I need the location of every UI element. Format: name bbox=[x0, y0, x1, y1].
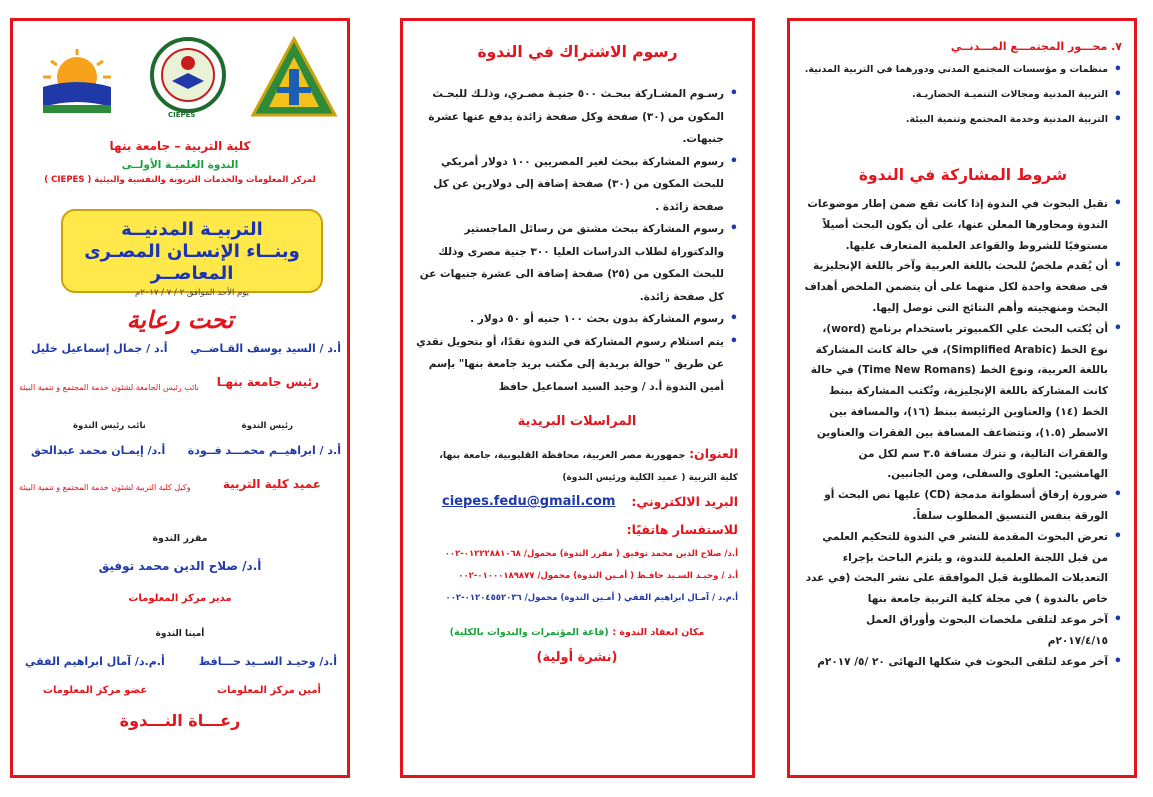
rapporteur-label: مقرر الندوة bbox=[152, 533, 208, 544]
contact-row: أ.م.د / آمـال ابراهيم الفقي ( أمـين الندوة) محمول/ ٠١٢٠٤٥٥٢٠٣٦-٠٠٢ bbox=[445, 593, 738, 603]
sunrise-book-logo-icon bbox=[37, 47, 115, 117]
fee-item: • رسـوم المشـاركة ببحـث ٥٠٠ جنيـة مصـري، وذلـك للبحـث المكون من (٣٠) صفحة وكل صفحة زائدة يدفع عنها عشرة جنيهات. bbox=[416, 83, 738, 151]
conference-head-label: رئيس الندوة bbox=[241, 421, 293, 431]
email-line bbox=[416, 491, 738, 515]
condition-item: • تعرض البحوث المقدمة للنشر في الندوة للتحكيم العلمي من قبل اللجنة العلمية للندوة، و يلتزم الباحث بإجراء التعديلات المطلوبة قبل الموافقة على نشر البحث (في عدد خاص بالندوة ) في مجلة كلية التربية جامعة بنها bbox=[804, 527, 1122, 610]
conditions-panel bbox=[787, 18, 1137, 778]
condition-item: • ضرورة إرفاق أسطوانة مدمجة (CD) عليها نص البحث أو الورقة بنفس التنسيق المطلوب سلفاً. bbox=[804, 485, 1122, 527]
fee-item: • رسوم المشاركة بدون بحث ١٠٠ جنيه أو ٥٠ دولار . bbox=[416, 308, 738, 331]
person7-name: أ.م.د/ آمال ابراهيم الفقي bbox=[25, 655, 165, 668]
condition-item: • أن يُقدم ملخصٌ للبحث باللغة العربية وآخر باللغة الإنجليزية فى صفحة واحدة لكل منهما على أن يتضمن الملخص أهداف البحث ومنهجيته وأهم النتائج التى توصل إليها. bbox=[804, 256, 1122, 318]
email-label: البريد الالكتروني: bbox=[631, 494, 738, 509]
address-label: العنوان: bbox=[689, 446, 738, 461]
center-name: لمركز المعلومات والخدمات التربوية والنفسية والبيئية ( CIEPES ) bbox=[44, 175, 316, 185]
fee-item: • يتم استلام رسوم المشاركة في الندوة نقدًا، أو بتحويل نقدي عن طريق " حوالة بريدية إلى مكتب بريد جامعة بنها" بإسم أمين الندوة أ.د / وحيد السيد اسماعيل حافظ bbox=[416, 331, 738, 399]
person1-title: رئيس جامعة بنهـا bbox=[216, 375, 319, 389]
axis-item: • منظمات و مؤسسات المجتمع المدني ودورهما في التربية المدنية. bbox=[804, 57, 1122, 82]
conference-number: الندوة العلميـة الأولــى bbox=[121, 159, 239, 171]
axis-list bbox=[804, 57, 1122, 132]
condition-item: • آخر موعد لتلقى البحوث في شكلها النهائى ٢٠ /٥/ ٢٠١٧م bbox=[804, 652, 1122, 673]
contact-row: أ.د / وحيـد السـيد حافـظ ( أمـين الندوة) محمول/ ٠١٠٠٠١٨٩٨٧٧-٠٠٢ bbox=[458, 571, 738, 581]
venue-line bbox=[416, 621, 738, 644]
contact-row: أ.د/ صلاح الدين محمد توفيق ( مقرر الندوة) محمول/ ٠١٢٢٢٨٨١٠٦٨-٠٠٢ bbox=[444, 549, 738, 559]
fees-list bbox=[416, 83, 738, 398]
university-seal-icon bbox=[249, 35, 339, 125]
person6-name: أ.د/ وحيـد الســيد حـــافظ bbox=[198, 655, 337, 668]
person3-title: عميد كلية التربية bbox=[222, 477, 321, 491]
condition-item: • آخر موعد لتلقى ملخصات البحوث وأوراق العمل ٢٠١٧/٤/١٥م bbox=[804, 610, 1122, 652]
person1-name: أ.د / السيد يوسف القـاضــي bbox=[190, 342, 341, 355]
condition-item: • أن يُكتب البحث علي الكمبيوتر باستخدام برنامج (word)، نوع الخط (Simplified Arabic)، في حالة كانت المشاركة باللغة العربية، ونوع الخط (Time New Romans) في حالة كانت المشاركة باللغة الإنجليزية، وتُكتب المشاركة ببنط الخط (١٤) والعناوين الرئيسة ببنط (١٦)، والمسافة بين الاسطر (١.٥)، وتتضاعف المسافة بين الفقرات والعناوين والفقرات التالية، و تترك مسافة ٣.٥ سم لكل من الهامشين: العلوى والسفلى، ومن الجانبين. bbox=[804, 319, 1122, 485]
fees-content bbox=[416, 83, 738, 665]
mail-title: المراسلات البريدية bbox=[517, 414, 637, 429]
bulletin-label: (نشرة أولية) bbox=[536, 650, 618, 665]
venue-text: (قاعة المؤتمرات والندوات بالكلية) bbox=[449, 627, 609, 638]
person5-title: مدير مركز المعلومات bbox=[128, 593, 232, 604]
conditions-list bbox=[804, 194, 1122, 672]
conference-title-line2: وبنــاء الإنسـان المصـرى المعاصــر bbox=[84, 241, 300, 284]
email-link[interactable]: ciepes.fedu@gmail.com bbox=[442, 494, 616, 509]
logos-row bbox=[13, 27, 347, 127]
conference-title-box bbox=[61, 209, 323, 298]
vice-head-label: نائب رئيس الندوة bbox=[73, 421, 146, 431]
sponsorship-heading: تحت رعاية bbox=[126, 305, 234, 334]
college-name: كلية التربية – جامعة بنها bbox=[109, 139, 251, 153]
fee-item: • رسوم المشاركة ببحث مشتق من رسائل الماجستير والدكتوراة لطلاب الدراسات العليا ٣٠٠ جنية مصرى وذلك للبحث المكون من (٢٥) صفحة إضافة الى عشرة جنيهات عن كل صفحة زائدة. bbox=[416, 218, 738, 308]
person2-name: أ.د / جمال إسماعيل خليل bbox=[31, 342, 168, 355]
address-text: جمهورية مصر العربية، محافظة القليوبية، جامعة بنها، bbox=[439, 450, 686, 461]
person4-title: وكيل كلية التربية لشئون خدمة المجتمع و تنمية البيئة bbox=[19, 483, 191, 492]
conditions-title: شروط المشاركة في الندوة bbox=[858, 166, 1068, 184]
person7-title: عضو مركز المعلومات bbox=[43, 685, 148, 696]
person3-name: أ.د / ابراهيــم محمـــد فــودة bbox=[187, 444, 341, 457]
condition-item: • تقبل البحوث في الندوة إذا كانت تقع ضمن إطار موضوعات الندوة ومحاورها المعلن عنها، على أن يكون البحث أصيلاً مستوفيًا للشروط والقواعد العلمية المتعارف عليها. bbox=[804, 194, 1122, 256]
address-line bbox=[416, 443, 738, 467]
conference-title-line1: التربيـة المدنيــة bbox=[121, 219, 263, 240]
person5-name: أ.د/ صلاح الدين محمد توفيق bbox=[98, 559, 262, 573]
axis-item: • التربية المدنية وخدمة المجتمع وتنمية البيئة. bbox=[804, 107, 1122, 132]
phone-label: للاستفسار هاتفيًا: bbox=[626, 522, 738, 537]
person4-name: أ.د/ إيمـان محمد عبدالحق bbox=[31, 444, 166, 457]
person2-title: نائب رئيس الجامعة لشئون خدمة المجتمع و تنمية البيئة bbox=[19, 383, 199, 392]
college-header bbox=[13, 139, 347, 185]
conditions-content bbox=[804, 35, 1122, 672]
venue-label: مكان انعقاد الندوة : bbox=[612, 627, 705, 638]
address-text2: كلية التربية ( عميد الكلية ورئيس الندوة) bbox=[562, 473, 738, 483]
fees-panel bbox=[400, 18, 755, 778]
fees-title: رسوم الاشتراك في الندوة bbox=[477, 43, 678, 61]
person6-title: أمين مركز المعلومات bbox=[217, 685, 321, 696]
secretaries-label: أمينا الندوة bbox=[155, 629, 205, 639]
ciepes-logo-label: CIEPES bbox=[168, 111, 196, 119]
fee-item: • رسوم المشاركة ببحث لغير المصريين ١٠٠ دولار أمريكي للبحث المكون من (٣٠) صفحة إضافة إلى دولارين عن كل صفحة زائدة . bbox=[416, 151, 738, 219]
conference-date: يوم الأحد الموافق ٢ / ٧ / ٢٠١٧م bbox=[134, 288, 250, 298]
sponsors-footer: رعـــاة النـــدوة bbox=[119, 711, 241, 730]
axis-item: • التربية المدنية ومجالات التنميـة الحضاريـة. bbox=[804, 82, 1122, 107]
sponsors-panel bbox=[10, 18, 350, 778]
axis-title: ٧. محـــور المجتمـــع المـــدنــي bbox=[950, 40, 1122, 53]
